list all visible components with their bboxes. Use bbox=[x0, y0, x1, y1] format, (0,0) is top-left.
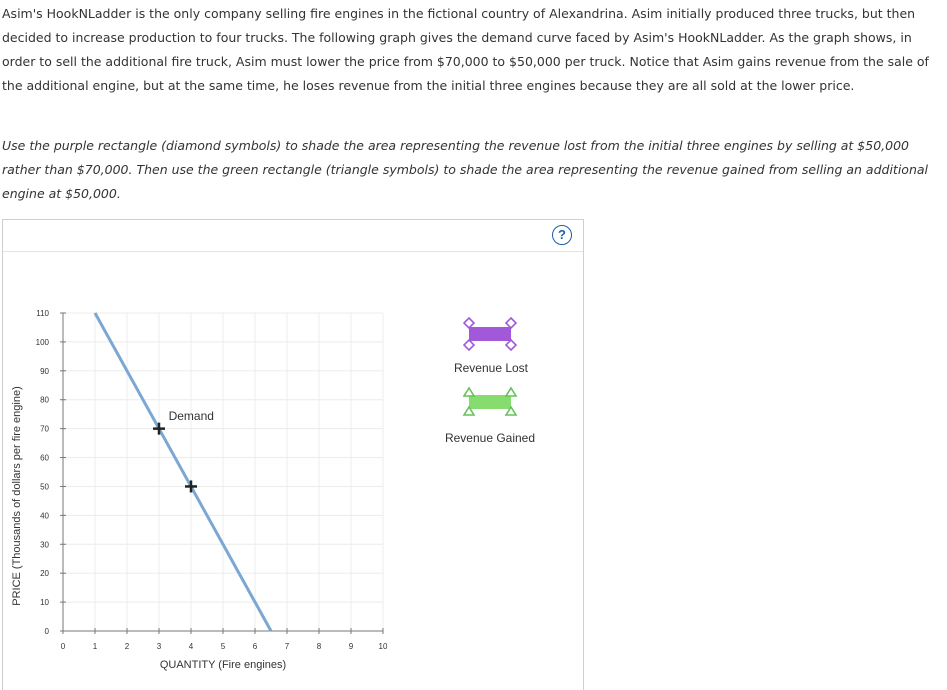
demand-curve bbox=[95, 313, 271, 631]
x-tick-label: 2 bbox=[124, 642, 130, 651]
x-tick-label: 9 bbox=[348, 642, 354, 651]
graph-svg[interactable] bbox=[3, 220, 583, 690]
revenue-gained-label: Revenue Gained bbox=[444, 431, 536, 445]
y-tick-label: 10 bbox=[40, 598, 49, 608]
y-tick-label: 90 bbox=[40, 366, 49, 376]
y-tick-label: 70 bbox=[40, 424, 49, 434]
point-marker bbox=[153, 423, 165, 435]
point-marker bbox=[185, 480, 197, 492]
y-tick-label: 20 bbox=[40, 569, 49, 579]
y-tick-label: 80 bbox=[40, 395, 49, 405]
x-tick-label: 3 bbox=[156, 642, 162, 651]
ticks bbox=[36, 309, 388, 651]
graph-panel bbox=[2, 219, 584, 690]
x-tick-label: 7 bbox=[284, 642, 290, 651]
demand-label: Demand bbox=[168, 408, 214, 423]
x-axis-title: QUANTITY (Fire engines) bbox=[159, 659, 287, 671]
revenue-lost-tool[interactable] bbox=[464, 318, 516, 350]
x-tick-label: 6 bbox=[252, 642, 258, 651]
grid bbox=[63, 313, 383, 631]
triangle-rectangle-icon bbox=[464, 388, 516, 415]
x-tick-label: 4 bbox=[188, 642, 194, 651]
revenue-gained-tool[interactable] bbox=[464, 388, 516, 415]
help-icon[interactable]: ? bbox=[552, 225, 572, 245]
y-tick-label: 40 bbox=[40, 511, 49, 521]
x-tick-label: 1 bbox=[92, 642, 98, 651]
diamond-rectangle-icon bbox=[464, 318, 516, 350]
y-tick-label: 30 bbox=[40, 540, 49, 550]
demand-series bbox=[95, 313, 271, 631]
y-tick-label: 50 bbox=[40, 482, 49, 492]
y-tick-label: 60 bbox=[40, 453, 49, 463]
x-tick-label: 0 bbox=[60, 642, 66, 651]
y-tick-label: 110 bbox=[36, 309, 49, 318]
x-tick-label: 8 bbox=[316, 642, 322, 651]
y-tick-label: 0 bbox=[44, 627, 49, 636]
instructions-paragraph: Use the purple rectangle (diamond symbols) to shade the area representing the revenue lost from the initial three engines by selling at $50,000 rather than $70,000. Then use the green rectangle (triangle symbols) to shade the area representing the revenue gained from selling an additional engine at $50,000. bbox=[2, 138, 929, 201]
x-tick-label: 5 bbox=[220, 642, 226, 651]
revenue-lost-label: Revenue Lost bbox=[453, 361, 529, 375]
y-axis-title: PRICE (Thousands of dollars per fire engine) bbox=[11, 386, 23, 606]
intro-paragraph: Asim's HookNLadder is the only company selling fire engines in the fictional country of Alexandrina. Asim initially produced three trucks, but then decided to increase production to four trucks. The following graph gives the demand curve faced by Asim's HookNLadder. As the graph shows, in order to sell the additional fire truck, Asim must lower the price from $70,000 to $50,000 per truck. Notice that Asim gains revenue from the sale of the additional engine, but at the same time, he loses revenue from the initial three engines because they are all sold at the lower price. bbox=[2, 6, 929, 93]
x-tick-label: 10 bbox=[378, 642, 388, 651]
y-tick-label: 100 bbox=[35, 337, 49, 347]
